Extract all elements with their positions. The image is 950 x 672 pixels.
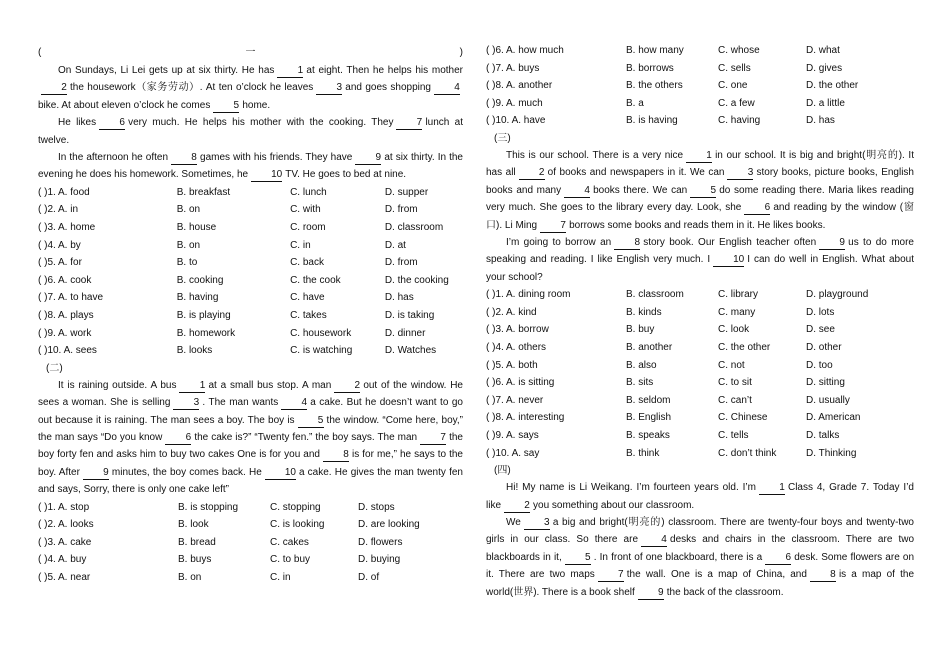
option-row	[486, 95, 914, 113]
blank-4: 4	[434, 82, 460, 95]
option-d-text: D. supper	[384, 186, 429, 198]
option-a-text: ( )2. A. in	[38, 204, 79, 216]
passage-text: desks and chairs in the classroom. There are two blackboards in it,	[486, 534, 915, 563]
option-a-text: ( )2. A. looks	[38, 519, 94, 531]
option-c-text: C. tells	[718, 429, 749, 441]
option-c-text: C. having	[718, 115, 761, 127]
option-d-text: D. talks	[806, 429, 840, 441]
option-a-text: ( )4. A. buy	[38, 554, 87, 566]
passage-3-options	[486, 286, 914, 462]
blank-1: 1	[759, 482, 785, 495]
option-d-text: D. what	[806, 45, 840, 56]
passage-text: He likes	[58, 117, 97, 129]
passage-4-para-2	[486, 514, 914, 601]
option-c-text: C. is looking	[270, 519, 325, 531]
blank-4: 4	[281, 397, 307, 410]
option-a-text: ( )1. A. dining room	[486, 289, 571, 301]
option-d-text: D. from	[384, 204, 418, 216]
option-d-text: D. sitting	[806, 377, 845, 389]
option-b-text: B. is playing	[176, 310, 231, 321]
passage-text: . The man wants	[202, 397, 279, 409]
option-c-text: C. the cook	[290, 274, 341, 286]
option-c-text: C. lunch	[290, 186, 327, 198]
header-number: 一	[245, 47, 256, 58]
option-row	[486, 445, 914, 463]
option-a-text: ( )4. A. by	[38, 239, 81, 251]
option-row	[38, 219, 463, 237]
option-row	[486, 374, 914, 392]
passage-text: us to do more speaking and reading. I like English very much. I	[486, 237, 914, 266]
option-b-text: B. looks	[176, 345, 213, 357]
option-d-text: D. stops	[358, 501, 395, 513]
blank-1: 1	[686, 150, 712, 163]
option-c-text: C. in	[290, 239, 311, 251]
option-d-text: D. are looking	[358, 519, 420, 531]
blank-10: 10	[251, 169, 282, 182]
blank-2: 2	[334, 380, 360, 393]
header-close: )	[459, 47, 463, 58]
passage-4-para-1	[486, 479, 914, 514]
passage-2-options-a	[38, 499, 463, 587]
option-b-text: B. buy	[626, 324, 655, 336]
option-a-text: ( )10. A. have	[486, 115, 546, 127]
passage-text: a cake. But he doesn’t want to go out because it is raining. The man sees a boy. The boy is	[38, 397, 463, 426]
option-c-text: C. look	[718, 324, 750, 336]
option-a-text: ( )8. A. another	[486, 80, 553, 92]
passage-text: books there. We can	[593, 184, 688, 196]
option-b-text: B. bread	[178, 536, 216, 548]
option-d-text: D. lots	[806, 306, 835, 318]
option-c-text: C. room	[290, 222, 326, 234]
option-row	[38, 201, 463, 219]
passage-text: On Sundays, Li Lei gets up at six thirty. He has	[58, 65, 275, 76]
option-b-text: B. on	[178, 572, 202, 583]
option-d-text: D. has	[806, 115, 835, 127]
option-c-text: C. takes	[290, 310, 327, 321]
option-a-text: ( )10. A. say	[486, 447, 540, 459]
option-b-text: B. on	[176, 239, 201, 251]
option-c-text: C. not	[718, 359, 745, 371]
blank-9: 9	[355, 152, 381, 165]
passage-text: story book. Our English teacher often	[643, 237, 817, 248]
option-b-text: B. seldom	[626, 394, 671, 406]
option-d-text: D. from	[384, 257, 418, 269]
option-a-text: ( )3. A. cake	[38, 536, 92, 548]
passage-text: at eight. Then he helps his mother	[306, 65, 463, 76]
passage-text: the back of the classroom.	[666, 586, 784, 598]
option-c-text: C. a few	[718, 97, 755, 109]
option-d-text: D. of	[358, 572, 380, 583]
option-b-text: B. cooking	[176, 274, 224, 286]
passage-text: Hi! My name is Li Weikang. I’m fourteen years old. I’m	[506, 482, 756, 494]
option-a-text: ( )8. A. interesting	[486, 412, 565, 424]
passage-1-para-2	[38, 114, 463, 149]
option-row	[38, 499, 463, 517]
option-a-text: ( )6. A. cook	[38, 274, 92, 286]
option-a-text: ( )6. A. how much	[486, 45, 564, 56]
option-row	[38, 516, 463, 534]
option-row	[38, 272, 463, 290]
option-c-text: C. cakes	[270, 536, 309, 548]
option-row	[486, 60, 914, 78]
option-b-text: B. kinds	[626, 306, 662, 318]
blank-8: 8	[614, 237, 640, 250]
option-row	[486, 304, 914, 322]
option-a-text: ( )5. A. near	[38, 572, 91, 583]
option-row	[486, 77, 914, 95]
passage-text: a cake. He gives the man twenty fen and says, Sorry, there is only one cake left”	[38, 466, 463, 496]
option-d-text: D. Thinking	[806, 447, 857, 459]
option-d-text: D. the other	[806, 80, 859, 92]
blank-7: 7	[540, 220, 566, 233]
blank-8: 8	[171, 152, 197, 165]
option-c-text: C. to buy	[270, 554, 311, 566]
passage-text: borrows some books and reads them in it. He likes books.	[569, 219, 826, 231]
passage-text: a big and bright(明亮的) classroom. There are twenty-four boys and twenty-two girls in our class. So there are	[486, 516, 914, 546]
passage-text: desk. Some flowers are on it. There are two maps	[486, 551, 915, 581]
passage-2-options-b	[486, 42, 914, 130]
option-c-text: C. sells	[718, 62, 751, 74]
option-row	[38, 237, 463, 255]
option-b-text: B. homework	[176, 327, 236, 339]
passage-text: I can do well in English. What about your school?	[486, 254, 914, 283]
option-row	[38, 551, 463, 569]
option-c-text: C. have	[290, 292, 325, 304]
blank-5: 5	[690, 185, 716, 198]
option-b-text: B. classroom	[626, 289, 684, 301]
blank-6: 6	[744, 202, 770, 215]
option-a-text: ( )8. A. plays	[38, 310, 94, 321]
section-label-2: (二)	[46, 362, 63, 374]
option-b-text: B. on	[176, 204, 201, 216]
passage-text: I’m going to borrow an	[506, 237, 612, 248]
option-c-text: C. with	[290, 204, 321, 216]
passage-text: the housework（家务劳动）. At ten o’clock he leaves	[70, 82, 314, 94]
option-a-text: ( )2. A. kind	[486, 306, 537, 318]
option-b-text: B. is having	[626, 115, 678, 127]
option-d-text: D. gives	[806, 62, 843, 74]
passage-text: the window. “Come here, boy,” the man says “Do you know	[38, 414, 463, 443]
option-row	[486, 321, 914, 339]
passage-text: at six thirty. In the evening he does his homework. Sometimes, he	[38, 152, 463, 181]
section-header-1	[38, 44, 463, 62]
option-d-text: D. too	[806, 359, 833, 371]
blank-3: 3	[524, 517, 550, 530]
blank-5: 5	[213, 100, 239, 113]
option-row	[486, 409, 914, 427]
option-row	[38, 184, 463, 202]
section-label-4: (四)	[494, 465, 511, 477]
blank-3: 3	[316, 82, 342, 95]
blank-2: 2	[41, 82, 67, 95]
option-b-text: B. a	[626, 97, 644, 109]
passage-text: minutes, the boy comes back. He	[111, 466, 262, 478]
option-a-text: ( )7. A. buys	[486, 62, 540, 74]
passage-text: is for me,” he says to the boy. After	[38, 449, 463, 478]
option-c-text: C. many	[718, 306, 756, 318]
option-b-text: B. having	[176, 292, 219, 304]
option-a-text: ( )1. A. stop	[38, 501, 90, 513]
option-d-text: D. playground	[806, 289, 869, 301]
option-a-text: ( )6. A. is sitting	[486, 377, 555, 389]
blank-9: 9	[83, 467, 109, 480]
passage-text: is a map of the world(世界). There is a book shelf	[486, 569, 915, 598]
passage-3-para-2	[486, 234, 914, 286]
passage-text: We	[506, 516, 521, 528]
option-c-text: C. the other	[718, 342, 771, 353]
blank-3: 3	[173, 397, 199, 410]
section-label-3: (三)	[494, 132, 511, 144]
blank-5: 5	[565, 552, 591, 565]
blank-6: 6	[99, 117, 125, 130]
option-b-text: B. breakfast	[176, 186, 231, 198]
option-row	[486, 42, 914, 60]
left-column	[38, 44, 463, 587]
passage-text: home.	[242, 99, 271, 111]
option-a-text: ( )5. A. both	[486, 359, 538, 371]
option-b-text: B. think	[626, 447, 660, 459]
option-row	[486, 112, 914, 130]
blank-10: 10	[265, 467, 296, 480]
option-row	[486, 286, 914, 304]
passage-text: the wall. One is a map of China, and	[626, 569, 807, 581]
option-row	[486, 427, 914, 445]
option-a-text: ( )7. A. to have	[38, 292, 104, 304]
option-d-text: D. at	[384, 239, 406, 251]
option-row	[38, 307, 463, 325]
option-a-text: ( )1. A. food	[38, 186, 90, 198]
option-c-text: C. can’t	[718, 394, 752, 406]
option-c-text: C. stopping	[270, 501, 321, 513]
option-a-text: ( )4. A. others	[486, 342, 547, 353]
option-a-text: ( )9. A. says	[486, 429, 539, 441]
option-c-text: C. don’t think	[718, 447, 777, 459]
option-d-text: D. usually	[806, 394, 850, 406]
passage-text: This is our school. There is a very nice	[506, 149, 684, 161]
blank-7: 7	[420, 432, 446, 445]
option-a-text: ( )9. A. work	[38, 327, 92, 339]
option-a-text: ( )3. A. home	[38, 222, 96, 234]
passage-text: at a small bus stop. A man	[208, 379, 332, 391]
option-row	[38, 289, 463, 307]
passage-text: It is raining outside. A bus	[58, 379, 177, 391]
option-c-text: C. whose	[718, 45, 760, 56]
blank-8: 8	[810, 569, 836, 582]
option-c-text: C. housework	[290, 327, 352, 339]
blank-10: 10	[713, 254, 744, 267]
blank-5: 5	[298, 415, 324, 428]
passage-text: you something about our classroom.	[533, 499, 695, 511]
option-d-text: D. Watches	[384, 345, 437, 357]
option-c-text: C. library	[718, 289, 759, 301]
option-a-text: ( )3. A. borrow	[486, 324, 549, 336]
option-a-text: ( )9. A. much	[486, 97, 543, 109]
blank-7: 7	[598, 569, 624, 582]
passage-3-para-1	[486, 147, 914, 234]
blank-1: 1	[277, 65, 303, 78]
passage-text: and goes shopping	[345, 82, 431, 94]
blank-9: 9	[638, 587, 664, 600]
option-c-text: C. in	[270, 572, 291, 583]
option-row	[38, 569, 463, 587]
option-d-text: D. is taking	[384, 310, 435, 321]
option-b-text: B. to	[176, 257, 198, 269]
option-b-text: B. borrows	[626, 62, 674, 74]
passage-text: very much. He helps his mother with the cooking. They	[128, 117, 394, 129]
option-b-text: B. look	[178, 519, 209, 531]
option-c-text: C. Chinese	[718, 412, 768, 424]
option-d-text: D. other	[806, 342, 842, 353]
blank-8: 8	[323, 449, 349, 462]
option-c-text: C. is watching	[290, 345, 353, 357]
blank-6: 6	[165, 432, 191, 445]
passage-text: the boy forty fen and asks him to buy two cakes One is for you and	[38, 432, 463, 461]
passage-text: and reading by the window (窗口). Li Ming	[486, 202, 914, 231]
option-d-text: D. the cooking	[384, 274, 449, 286]
option-d-text: D. dinner	[384, 327, 426, 339]
blank-7: 7	[396, 117, 422, 130]
passage-2-para-1	[38, 377, 463, 499]
option-c-text: C. to sit	[718, 377, 752, 389]
passage-text: . In front of one blackboard, there is a	[593, 551, 763, 563]
option-a-text: ( )7. A. never	[486, 394, 544, 406]
option-c-text: C. back	[290, 257, 324, 269]
option-b-text: B. is stopping	[178, 501, 239, 513]
blank-1: 1	[179, 380, 205, 393]
passage-text: do some reading there. Maria likes reading very much. She goes to the library every day. Look, she	[486, 184, 914, 214]
option-d-text: D. flowers	[358, 536, 403, 548]
passage-text: bike. At about eleven o’clock he comes	[38, 99, 211, 111]
right-column	[486, 42, 914, 601]
option-b-text: B. the others	[626, 80, 683, 92]
blank-2: 2	[519, 167, 545, 180]
option-d-text: D. a little	[806, 97, 845, 109]
passage-text: lunch at twelve.	[38, 117, 463, 146]
header-open: (	[38, 47, 42, 58]
blank-4: 4	[564, 185, 590, 198]
blank-9: 9	[819, 237, 845, 250]
passage-text: TV. He goes to bed at nine.	[285, 169, 407, 181]
option-row	[486, 357, 914, 375]
passage-1-para-3	[38, 149, 463, 184]
option-b-text: B. house	[176, 222, 217, 234]
option-d-text: D. American	[806, 412, 861, 424]
passage-text: of books and newspapers in it. We can	[547, 167, 725, 179]
passage-text: Class 4, Grade 7. Today I’d like	[486, 482, 914, 511]
passage-text: out of the window. He sees a woman. She is selling	[38, 379, 463, 409]
option-d-text: D. has	[384, 292, 414, 304]
option-d-text: D. see	[806, 324, 835, 336]
option-d-text: D. buying	[358, 554, 401, 566]
option-c-text: C. one	[718, 80, 748, 92]
option-b-text: B. how many	[626, 45, 684, 56]
blank-3: 3	[727, 167, 753, 180]
passage-1-options	[38, 184, 463, 360]
option-b-text: B. also	[626, 359, 657, 371]
option-b-text: B. speaks	[626, 429, 670, 441]
option-b-text: B. sits	[626, 377, 654, 389]
option-a-text: ( )5. A. for	[38, 257, 82, 269]
blank-4: 4	[641, 534, 667, 547]
option-a-text: ( )10. A. sees	[38, 345, 97, 357]
passage-text: in our school. It is big and bright(明亮的). It has all	[486, 149, 914, 179]
option-row	[38, 325, 463, 343]
passage-text: In the afternoon he often	[58, 152, 169, 164]
option-b-text: B. another	[626, 342, 673, 353]
option-b-text: B. English	[626, 412, 672, 424]
blank-2: 2	[504, 500, 530, 513]
option-d-text: D. classroom	[384, 222, 444, 234]
passage-text: story books, picture books, English books and many	[486, 167, 914, 196]
option-row	[38, 254, 463, 272]
option-b-text: B. buys	[178, 554, 212, 566]
passage-text: the cake is?” “Twenty fen.” the boy says. The man	[194, 432, 418, 443]
option-row	[38, 342, 463, 360]
option-row	[486, 392, 914, 410]
passage-text: games with his friends. They have	[200, 152, 353, 164]
passage-1-para-1	[38, 62, 463, 114]
blank-6: 6	[765, 552, 791, 565]
option-row	[486, 339, 914, 357]
option-row	[38, 534, 463, 552]
